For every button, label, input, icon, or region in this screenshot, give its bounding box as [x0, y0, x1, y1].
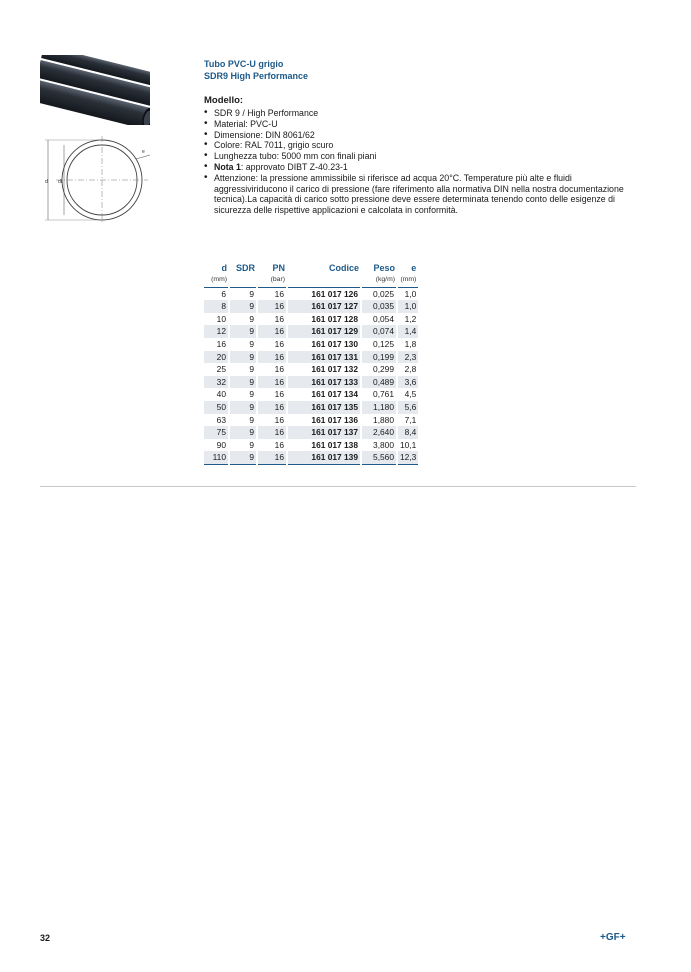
cell-codice: 161 017 136	[287, 414, 361, 427]
bullet-item	[204, 140, 634, 151]
section-divider	[40, 486, 636, 487]
cell-d: 75	[204, 426, 229, 439]
cell-codice: 161 017 130	[287, 338, 361, 351]
table-row	[204, 338, 418, 351]
cell-d: 10	[216, 313, 226, 324]
cell-peso: 0,489	[361, 376, 397, 389]
cell-pn: 16	[257, 325, 287, 338]
cell-sdr: 9	[229, 451, 257, 464]
cell-d: 90	[216, 439, 226, 450]
cell-d: 25	[216, 364, 226, 375]
bullet-text: Attenzione: la pressione ammissibile si riferisce ad acqua 20°C. Temperature più alte e fluidi aggressiviriducono il carico di pressione (fare riferimento alla normativa DIN nella nostra documentazione tecnica).La capacità di carico sotto pressione deve essere determinata tenendo conto delle esigenze di sicurezza delle rispettive applicazioni e calcolata in conformità.	[214, 172, 624, 216]
cell-sdr: 9	[229, 388, 257, 401]
cell-codice: 161 017 129	[287, 325, 361, 338]
table-row	[204, 376, 418, 389]
header-sdr: SDR	[235, 263, 255, 273]
modello-label: Modello:	[204, 95, 244, 106]
cell-e: 1,4	[397, 325, 418, 338]
bullet-text: SDR 9 / High Performance	[214, 108, 319, 118]
cell-sdr: 9	[229, 363, 257, 376]
table-row	[204, 313, 418, 326]
bullet-item	[204, 108, 634, 119]
table-row	[204, 388, 418, 401]
cell-peso: 5,560	[361, 451, 397, 464]
cell-peso: 0,054	[361, 313, 397, 326]
product-title	[204, 58, 308, 82]
cell-peso: 0,025	[361, 287, 397, 300]
cell-sdr: 9	[229, 401, 257, 414]
table-row	[204, 325, 418, 338]
cell-peso: 0,125	[361, 338, 397, 351]
page-number: 32	[40, 933, 51, 943]
cell-pn: 16	[257, 313, 287, 326]
cell-peso: 0,299	[361, 363, 397, 376]
cell-sdr: 9	[229, 313, 257, 326]
header-d: d	[221, 263, 227, 273]
cell-pn: 16	[257, 414, 287, 427]
pipe-product-image	[40, 55, 150, 125]
table-row	[204, 426, 418, 439]
cell-sdr: 9	[229, 376, 257, 389]
product-table	[204, 262, 418, 465]
cell-peso: 3,800	[361, 439, 397, 452]
cell-d: 50	[204, 401, 229, 414]
drawing-label-di: di	[58, 179, 62, 185]
drawing-label-d: d	[45, 179, 48, 185]
bullet-text: Dimensione: DIN 8061/62	[214, 129, 315, 140]
cell-sdr: 9	[229, 439, 257, 452]
table-row	[204, 351, 418, 364]
cell-peso: 0,199	[361, 351, 397, 364]
bullet-text: Colore: RAL 7011, grigio scuro	[214, 140, 334, 151]
cell-codice: 161 017 131	[287, 351, 361, 364]
cell-e: 5,6	[397, 401, 418, 414]
pipe-section-drawing	[42, 135, 157, 225]
cell-e: 2,3	[397, 351, 418, 364]
cell-d: 32	[204, 376, 229, 389]
cell-pn: 16	[257, 439, 287, 452]
spec-bullet-list	[204, 108, 634, 216]
table-row	[204, 414, 418, 427]
cell-pn: 16	[257, 401, 287, 414]
cell-sdr: 9	[229, 300, 257, 313]
cell-e: 1,2	[397, 313, 418, 326]
cell-e: 1,8	[397, 338, 418, 351]
cell-e: 12,3	[397, 451, 418, 464]
header-codice: Codice	[328, 263, 359, 273]
cell-peso: 1,180	[361, 401, 397, 414]
cell-sdr: 9	[229, 325, 257, 338]
bullet-item	[204, 173, 634, 216]
header-pn: PN	[272, 263, 285, 273]
cell-d: 8	[204, 300, 229, 313]
cell-sdr: 9	[229, 351, 257, 364]
cell-d: 63	[216, 414, 226, 425]
bullet-bold-text: Nota 1	[214, 161, 241, 172]
cell-e: 3,6	[397, 376, 418, 389]
drawing-label-e: e	[142, 149, 145, 155]
cell-d: 12	[204, 325, 229, 338]
bullet-item	[204, 119, 634, 130]
cell-codice: 161 017 137	[287, 426, 361, 439]
cell-e: 1,0	[397, 300, 418, 313]
table-row	[204, 363, 418, 376]
unit-peso: (kg/m)	[361, 274, 397, 287]
cell-pn: 16	[257, 376, 287, 389]
title-line-2: SDR9 High Performance	[204, 71, 309, 81]
cell-peso: 0,074	[361, 325, 397, 338]
cell-sdr: 9	[229, 426, 257, 439]
unit-pn: (bar)	[257, 274, 287, 287]
cell-pn: 16	[257, 351, 287, 364]
bullet-item	[204, 130, 634, 141]
cell-codice: 161 017 135	[287, 401, 361, 414]
cell-codice: 161 017 126	[287, 287, 361, 300]
header-peso: Peso	[373, 263, 395, 273]
table-row	[204, 401, 418, 414]
cell-codice: 161 017 133	[287, 376, 361, 389]
unit-sdr	[229, 274, 257, 287]
header-e: e	[411, 263, 417, 273]
cell-pn: 16	[257, 451, 287, 464]
bullet-text: Material: PVC-U	[214, 118, 278, 129]
title-line-1: Tubo PVC-U grigio	[204, 59, 284, 69]
bullet-item	[204, 151, 634, 162]
cell-d: 20	[204, 351, 229, 364]
cell-d: 110	[204, 451, 229, 464]
bullet-text: Lunghezza tubo: 5000 mm con finali piani	[214, 151, 377, 162]
gf-logo: +GF+	[600, 932, 626, 943]
cell-peso: 2,640	[361, 426, 397, 439]
cell-sdr: 9	[229, 338, 257, 351]
table-row	[204, 300, 418, 313]
cell-e: 10,1	[397, 439, 418, 452]
cell-e: 8,4	[397, 426, 418, 439]
table-body	[204, 287, 418, 464]
unit-e: (mm)	[397, 274, 418, 287]
cell-peso: 0,035	[361, 300, 397, 313]
table-units-row	[204, 274, 418, 287]
cell-peso: 0,761	[361, 388, 397, 401]
cell-codice: 161 017 139	[287, 451, 361, 464]
cell-d: 16	[216, 338, 226, 349]
table-row	[204, 439, 418, 452]
cell-e: 4,5	[397, 388, 418, 401]
table-row	[204, 451, 418, 464]
cell-codice: 161 017 138	[287, 439, 361, 452]
cell-pn: 16	[257, 300, 287, 313]
bullet-text: : approvato DIBT Z-40.23-1	[240, 161, 348, 172]
cell-pn: 16	[257, 363, 287, 376]
cell-codice: 161 017 127	[287, 300, 361, 313]
cell-codice: 161 017 132	[287, 363, 361, 376]
unit-d: (mm)	[204, 274, 229, 287]
cell-e: 1,0	[397, 287, 418, 300]
cell-codice: 161 017 128	[287, 313, 361, 326]
table-header-row	[204, 262, 418, 274]
cell-pn: 16	[257, 426, 287, 439]
bullet-item	[204, 162, 634, 173]
cell-sdr: 9	[229, 287, 257, 300]
unit-codice	[287, 274, 361, 287]
cell-sdr: 9	[229, 414, 257, 427]
cell-e: 2,8	[397, 363, 418, 376]
cell-d: 40	[216, 389, 226, 400]
table-row	[204, 287, 418, 300]
cell-codice: 161 017 134	[287, 388, 361, 401]
cell-peso: 1,880	[361, 414, 397, 427]
cell-pn: 16	[257, 388, 287, 401]
cell-pn: 16	[257, 338, 287, 351]
cell-e: 7,1	[397, 414, 418, 427]
cell-d: 6	[221, 288, 226, 299]
cell-pn: 16	[257, 287, 287, 300]
